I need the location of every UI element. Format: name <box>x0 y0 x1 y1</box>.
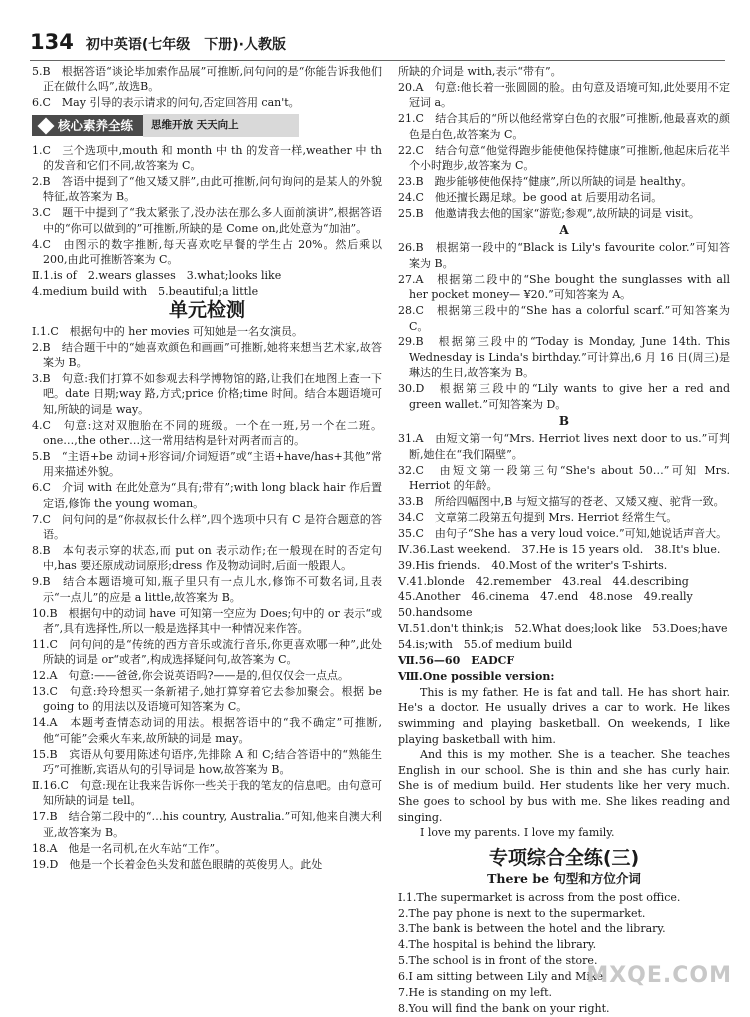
answer-item: 3.B 句意:我们打算不如参观去科学博物馆的路,让我们在地图上查一下吧。date 日期;way 路,方式;price 价格;time 时间。结合本题语境可知,所缺的词是 way。 <box>32 371 382 416</box>
answer-line: Ⅱ.1.is of 2.wears glasses 3.what;looks like <box>32 268 282 282</box>
essay-paragraph: And this is my mother. She is a teacher. She teaches English in our school. She is thin and she has curly hair. She is of medium build. Her students like her very much. She goes to school by bus with me. She likes reading and singing. <box>398 748 730 824</box>
answer-line: Ⅴ.41.blonde 42.remember 43.real 44.describing <box>398 574 689 588</box>
answer-line: 3.The bank is between the hotel and the library. <box>398 922 666 936</box>
unit-test-answers <box>32 324 382 872</box>
answer-item: 14.A 本题考查情态动词的用法。根据答语中的“我不确定”可推断,他“可能”会乘火车来,故所缺的词是 may。 <box>32 716 382 745</box>
part-b-answers <box>398 431 730 541</box>
answer-line: 4.medium build with 5.beautiful;a little <box>32 284 259 298</box>
part-b-heading: B <box>558 413 570 428</box>
right-column <box>398 64 730 1017</box>
answer-item: 35.C 由句子“She has a very loud voice.”可知,她说话声音大。 <box>398 526 728 540</box>
answer-item: 29.B 根据第三段中的“Today is Monday, June 14th. This Wednesday is Linda's birthday.”可计算出,6 月 16 日(周三)是琳达的生日,故答案为 B。 <box>398 335 730 380</box>
answer-item: 21.C 结合其后的“所以他经常穿白色的衣服”可推断,他最喜欢的颜色是白色,故答案为 C。 <box>398 112 730 141</box>
core-answers <box>32 143 382 268</box>
answer-line: 45.Another 46.cinema 47.end 48.nose 49.really <box>398 590 693 604</box>
page-number: 134 <box>30 30 74 54</box>
right-pre-answers <box>398 64 730 221</box>
answer-item: 34.C 文章第二段第五句提到 Mrs. Herriot 经常生气。 <box>398 510 678 524</box>
page-header <box>30 30 286 58</box>
answer-item: 7.C 问句问的是“你叔叔长什么样”,四个选项中只有 C 是符合题意的答语。 <box>32 512 382 541</box>
core-skills-banner <box>32 115 382 137</box>
answer-line: 7.He is standing on my left. <box>398 986 553 1000</box>
answer-line: 39.His friends. 40.Most of the writer's T-shirts. <box>398 558 668 572</box>
answer-item: 22.C 结合句意“他觉得跑步能使他保持健康”可推断,他起床后花半个小时跑步,故答案为 C。 <box>398 143 730 172</box>
answer-item: 24.C 他还擅长踢足球。be good at 后要用动名词。 <box>398 190 663 204</box>
special-practice-title: 专项综合全练(三) <box>488 846 640 869</box>
answer-item: 32.C 由短文第一段第三句“She's about 50…”可知 Mrs. Herriot 的年龄。 <box>398 463 730 493</box>
answer-item: 11.C 问句问的是“传统的西方音乐或流行音乐,你更喜欢哪一种”,此处所缺的词是 or“或者”,构成选择疑问句,故答案为 C。 <box>32 637 382 667</box>
answer-item: 28.C 根据第三段中的“She has a colorful scarf.”可知答案为 C。 <box>398 304 730 333</box>
answer-item: 20.A 句意:他长着一张圆圆的脸。由句意及语境可知,此处要用不定冠词 a。 <box>398 80 730 110</box>
answer-item: 4.C 由图示的数字推断,每天喜欢吃早餐的学生占 20%。然后乘以 200,由此可推断答案为 C。 <box>32 237 382 267</box>
answer-item: 4.C 句意:这对双胞胎在不同的班级。一个在一班,另一个在二班。one…,the other…这一常用结构是针对两者而言的。 <box>32 418 382 448</box>
sample-essay <box>398 685 730 825</box>
answer-item: 18.A 他是一名司机,在火车站“工作”。 <box>32 841 227 855</box>
answer-item: 26.B 根据第一段中的“Black is Lily's favourite color.”可知答案为 B。 <box>398 241 730 270</box>
answer-item: 1.C 三个选项中,mouth 和 month 中 th 的发音一样,weather 中 th 的发音和它们不同,故答案为 C。 <box>32 143 382 173</box>
essay-paragraph: This is my father. He is fat and tall. He has short hair. He's a doctor. He usually drives a car to work. He likes swimming and playing basketball. On weekends, I like playing basketball with him. <box>398 685 730 746</box>
answer-line: 50.handsome <box>398 606 473 620</box>
banner-title-text: 核心素养全练 <box>58 118 134 134</box>
diamond-icon <box>38 117 55 134</box>
watermark-logo: MXQE.COM <box>586 963 732 988</box>
answer-item: Ⅱ.16.C 句意:现在让我来告诉你一些关于我的笔友的信息吧。由句意可知所缺的词是 tell。 <box>32 778 382 808</box>
part-a-answers <box>398 240 730 411</box>
answer-item: 2.B 结合题干中的“她喜欢颜色和画画”可推断,她将来想当艺术家,故答案为 B。 <box>32 340 382 369</box>
answer-item: 9.B 结合本题语境可知,瓶子里只有一点儿水,修饰不可数名词,且表示“一点儿”的应是 a little,故答案为 B。 <box>32 575 382 604</box>
answer-line: 8.You will find the bank on your right. <box>398 1001 610 1015</box>
part-a-heading: A <box>559 223 569 238</box>
part-vii-answer: Ⅶ.56—60 EADCF <box>398 654 515 668</box>
answer-line: Ⅰ.1.The supermarket is across from the post office. <box>398 890 681 904</box>
answer-item: 6.C May 引导的表示请求的问句,否定回答用 can't。 <box>32 96 300 110</box>
answer-item: 13.C 句意:玲玲想买一条新裙子,她打算穿着它去参加聚会。根据 be going to 的用法以及语境可知答案为 C。 <box>32 685 382 714</box>
special-practice-answers <box>398 890 730 1017</box>
answer-item: 10.B 根据句中的动词 have 可知第一空应为 Does;句中的 or 表示“或者”,具有选择性,所以一般是选择其中一种情况来作答。 <box>32 606 382 635</box>
answer-item: Ⅰ.1.C 根据句中的 her movies 可知她是一名女演员。 <box>32 324 304 338</box>
left-pre-answers <box>32 64 382 111</box>
banner-title <box>32 115 143 136</box>
answer-line: 6.I am sitting between Lily and Mike. <box>398 970 607 984</box>
answer-item: 17.B 结合第二段中的“…his country, Australia.”可知,他来自澳大利亚,故答案为 B。 <box>32 810 382 839</box>
header-divider <box>30 60 725 61</box>
answer-item: 33.B 所给四幅图中,B 与短文描写的苍老、又矮又瘦、驼背一致。 <box>398 494 725 508</box>
answer-item: 6.C 介词 with 在此处意为“具有;带有”;with long black hair 作后置定语,修饰 the young woman。 <box>32 481 382 510</box>
answer-line: Ⅳ.36.Last weekend. 37.He is 15 years old. 38.It's blue. <box>398 542 721 556</box>
answer-item: 5.B 根据答语“谈论毕加索作品展”可推断,问句问的是“你能告诉我他们正在做什么吗”,故选B。 <box>32 65 382 94</box>
answer-item: 23.B 跑步能够使他保持“健康”,所以所缺的词是 healthy。 <box>398 174 693 188</box>
book-title: 初中英语(七年级 下册)·人教版 <box>85 37 286 53</box>
answer-item: 3.C 题干中提到了“我太紧张了,没办法在那么多人面前演讲”,根据答语中的“你可以做到的”可推断,所缺的是 Come on,此处意为“加油”。 <box>32 206 382 235</box>
answer-item: 27.A 根据第二段中的“She bought the sunglasses with all her pocket money— ¥20.”可知答案为 A。 <box>398 272 730 302</box>
essay-closing: I love my parents. I love my family. <box>420 826 615 840</box>
answer-item: 25.B 他邀请我去他的国家“游览;参观”,故所缺的词是 visit。 <box>398 206 700 220</box>
special-practice-subtitle: There be 句型和方位介词 <box>487 871 641 887</box>
answer-line: Ⅵ.51.don't think;is 52.What does;look like 53.Does;have <box>398 622 728 636</box>
answer-line: 5.The school is in front of the store. <box>398 954 598 968</box>
answer-item: 19.D 他是一个长着金色头发和蓝色眼睛的英俊男人。此处 <box>32 857 323 871</box>
answer-item: 5.B “主语+be 动词+形容词/介词短语”或“主语+have/has+其他”常用来描述外貌。 <box>32 449 382 479</box>
core-answers-ii <box>32 268 382 299</box>
answer-item: 所缺的介词是 with,表示“带有”。 <box>398 65 562 78</box>
answer-line: 54.is;with 55.of medium build <box>398 638 573 652</box>
answer-line: 4.The hospital is behind the library. <box>398 938 597 952</box>
answer-item: 8.B 本句表示穿的状态,而 put on 表示动作;在一般现在时的否定句中,has 要还原成动词原形;dress 作及物动词时,后面一般跟人。 <box>32 543 382 573</box>
answer-line: 2.The pay phone is next to the supermarket. <box>398 906 646 920</box>
answer-item: 15.B 宾语从句要用陈述句语序,先排除 A 和 C;结合答语中的“熟能生巧”可推断,宾语从句的引导词是 how,故答案为 B。 <box>32 747 382 777</box>
left-column <box>32 64 382 872</box>
answer-item: 2.B 答语中提到了“他又矮又胖”,由此可推断,问句询问的是某人的外貌特征,故答案为 B。 <box>32 175 382 204</box>
misc-answers <box>398 542 730 653</box>
answer-item: 31.A 由短文第一句“Mrs. Herriot lives next door to us.”可判断,她住在“我们隔壁”。 <box>398 432 730 461</box>
part-viii-heading: Ⅷ.One possible version: <box>398 669 555 683</box>
answer-item: 12.A 句意:——爸爸,你会说英语吗?——是的,但仅仅会一点点。 <box>32 669 350 683</box>
unit-test-title: 单元检测 <box>168 299 245 322</box>
answer-item: 30.D 根据第三段中的“Lily wants to give her a red and green wallet.”可知答案为 D。 <box>398 382 730 411</box>
banner-subtitle: 思维开放 天天向上 <box>143 114 299 137</box>
